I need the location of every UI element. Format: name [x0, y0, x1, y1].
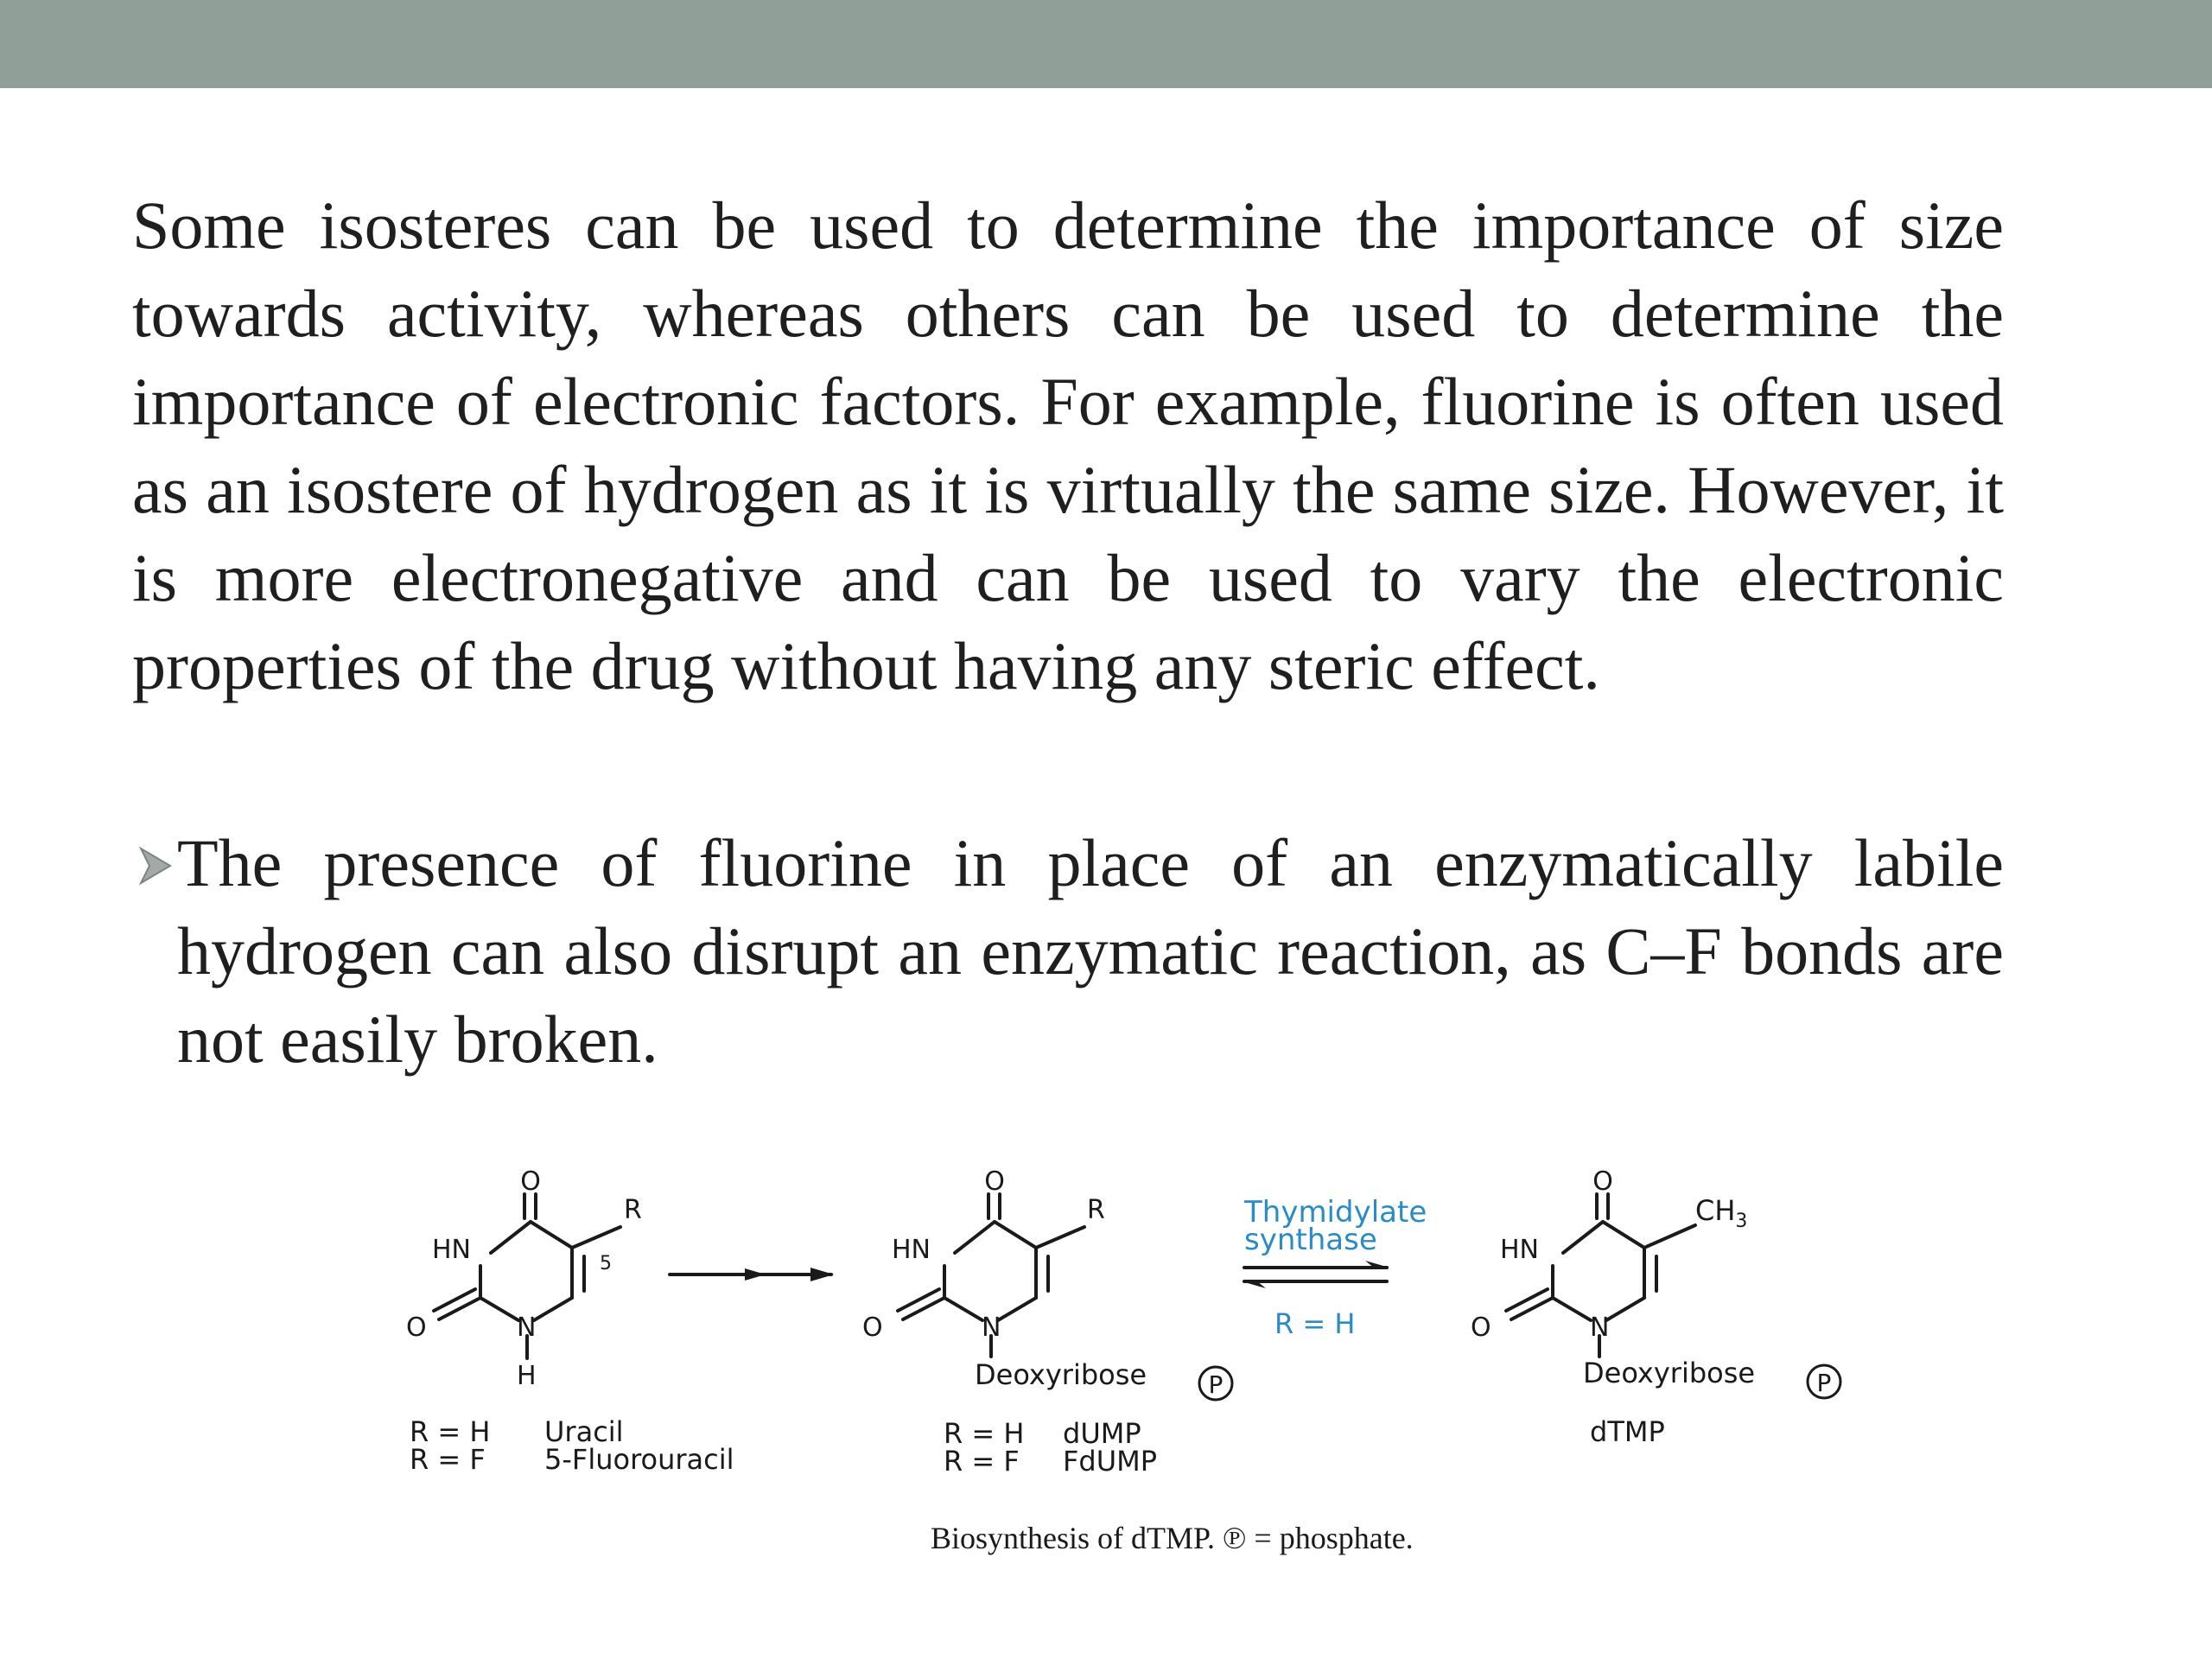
enzyme-name-line2: synthase: [1244, 1223, 1377, 1257]
mol2-oxygen-top: O: [984, 1166, 1005, 1197]
enzyme-condition: R = H: [1274, 1307, 1356, 1340]
mol2-legend-fdump: FdUMP: [1063, 1445, 1158, 1478]
mol2-oxygen-left: O: [862, 1313, 883, 1343]
bullet-item: [132, 819, 2004, 1084]
header-bar: [0, 0, 2212, 88]
mol1-oxygen-left: O: [406, 1313, 427, 1343]
mol3-oxygen-left: O: [1471, 1313, 1491, 1343]
mol1-hn: HN: [432, 1235, 471, 1265]
mol2-deoxyribose: Deoxyribose: [975, 1358, 1147, 1391]
mol2-legend-dump: dUMP: [1063, 1417, 1141, 1450]
mol3-oxygen-top: O: [1592, 1166, 1613, 1197]
mol1-legend-5-fluorouracil: 5-Fluorouracil: [544, 1443, 734, 1476]
mol3-methyl-subscript: 3: [1735, 1211, 1748, 1232]
mol2-legend-r2: R = F: [944, 1445, 1020, 1478]
mol1-legend-r2: R = F: [410, 1443, 486, 1476]
mol1-nitrogen: N: [517, 1313, 537, 1343]
enzyme-name-line1: Thymidylate: [1244, 1195, 1427, 1230]
figure-caption: Biosynthesis of dTMP. ℗ = phosphate.: [931, 1521, 1414, 1555]
dtmp-biosynthesis-figure: [380, 1132, 1866, 1581]
arrow-bullet-icon: [132, 819, 177, 907]
mol1-oxygen-top: O: [520, 1166, 541, 1197]
mol1-position-5: 5: [600, 1253, 612, 1274]
mol2-nitrogen: N: [982, 1313, 1001, 1343]
mol3-deoxyribose: Deoxyribose: [1583, 1357, 1756, 1389]
mol3-methyl: [1695, 1194, 1747, 1232]
body-paragraph: Some isosteres can be used to determine the importance of size towards activity, whereas others can be used to determine the importance of electronic factors. For example, fluorine is often used as an isostere of hydrogen as it is virtually the same size. However, it is more electronegative and can be used to vary the electronic properties of the drug without having any steric effect.: [132, 188, 2004, 703]
mol3-dtmp-name: dTMP: [1590, 1415, 1665, 1448]
mol1-legend-uracil: Uracil: [544, 1415, 624, 1448]
mol3-nitrogen: N: [1590, 1313, 1610, 1343]
mol2-legend-r1: R = H: [944, 1417, 1025, 1450]
mol3-hn: HN: [1500, 1235, 1539, 1265]
mol2-phosphate-label: P: [1208, 1370, 1224, 1399]
bullet-text: The presence of fluorine in place of an enzymatically labile hydrogen can also disrupt an enzymatic reaction, as C–F bonds are not easily broken.: [177, 825, 2004, 1077]
mol2-r-group: R: [1087, 1195, 1105, 1225]
mol1-legend-r1: R = H: [410, 1415, 491, 1448]
reaction-scheme: [380, 1132, 1866, 1581]
mol1-hydrogen: H: [517, 1361, 537, 1391]
mol3-phosphate-label: P: [1816, 1369, 1832, 1397]
mol2-hn: HN: [892, 1235, 931, 1265]
mol1-r-group: R: [624, 1195, 642, 1225]
mol3-methyl-ch: CH: [1695, 1194, 1736, 1227]
